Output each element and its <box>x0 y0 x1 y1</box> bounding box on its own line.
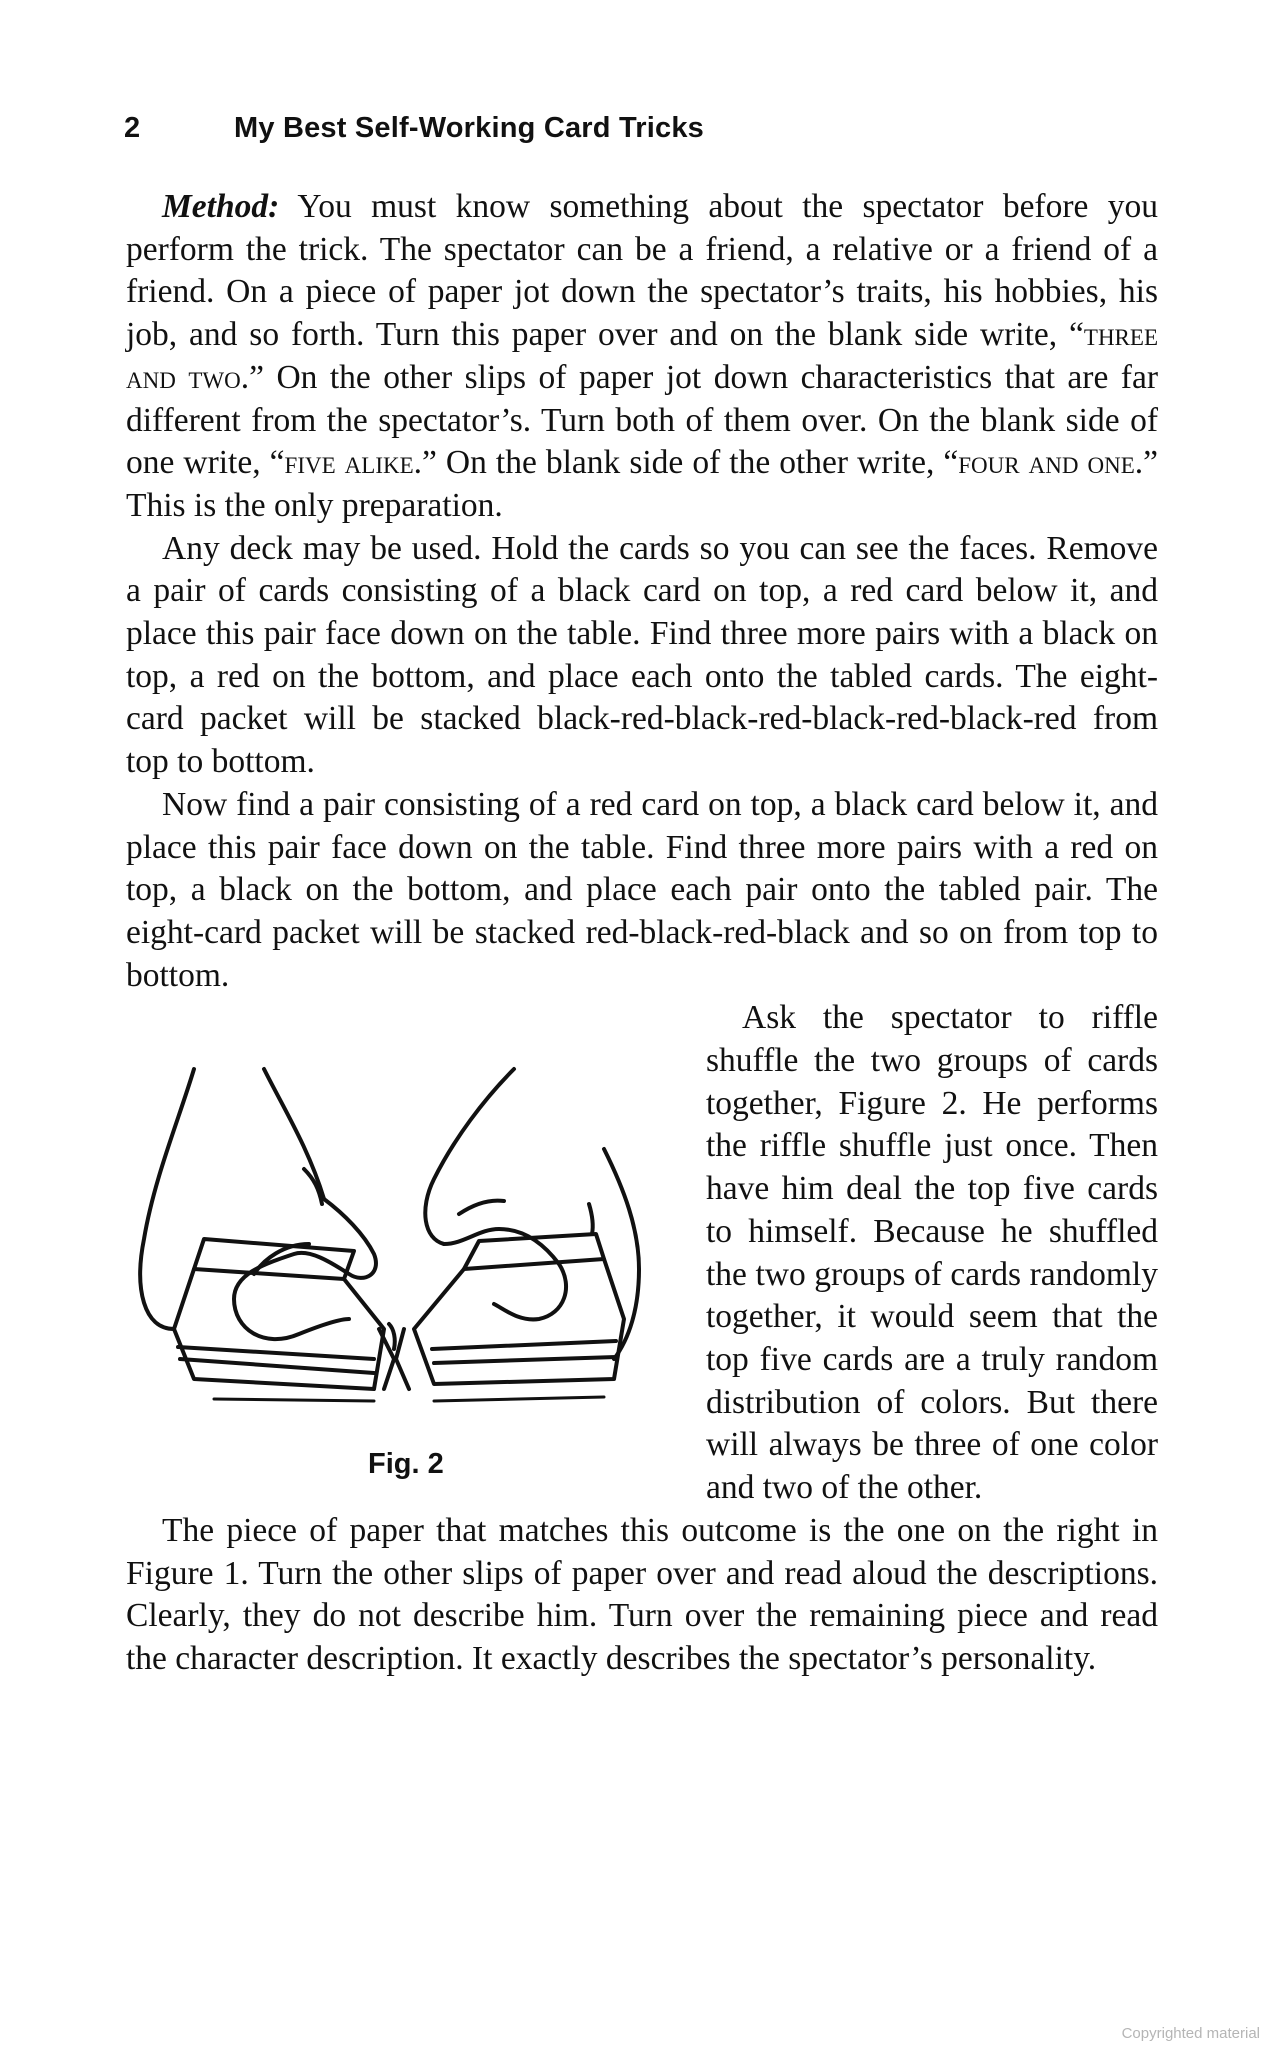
paragraph-text: .” This is the only preparation. <box>126 444 1159 524</box>
book-title: My Best Self-Working Card Tricks <box>234 112 704 144</box>
figure-caption: Fig. 2 <box>368 1448 444 1481</box>
small-caps-four-and-one: four and one <box>958 444 1135 482</box>
paragraph-shuffle: Ask the spectator to riffle shuffle the two groups of cards together, Figure 2. He performs the riffle shuffle just once. Then have him deal the top five cards to himself. Because he shuffled the two groups of cards randomly together, it would seem that the top five cards are a truly random distribution of colors. But there will always be three of one color and two of the other. <box>706 999 1158 1507</box>
riffle-shuffle-hands-illustration <box>134 1029 674 1429</box>
paragraph-text: .” On the other slips of paper jot down characteristics that are far different from the spectator’s. Turn both of them over. On the blank side of one write, “ <box>126 358 1158 482</box>
paragraph-method <box>126 186 1158 528</box>
body-text <box>126 186 1158 1681</box>
paragraph-text: You must know something about the spectator before you perform the trick. The spectator can be a friend, a relative or a friend of a friend. On a piece of paper jot down the spectator’s traits, his hobbies, his job, and so forth. Turn this paper over and on the blank side write, “ <box>126 188 1158 354</box>
page-number: 2 <box>124 112 141 144</box>
small-caps-five-alike: five alike <box>284 444 414 482</box>
small-caps-three-and-two: three and two <box>126 316 1158 396</box>
paragraph-deck: Any deck may be used. Hold the cards so you can see the faces. Remove a pair of cards consisting of a black card on top, a red card below it, and place this pair face down on the table. Find three more pairs with a black on top, a red on the bottom, and place each onto the tabled cards. The eight-card packet will be stacked black-red-black-red-black-red-black-red from top to bottom. <box>126 529 1158 781</box>
paragraph-text: .” On the blank side of the other write, “ <box>413 444 959 482</box>
paragraph-outcome: The piece of paper that matches this outcome is the one on the right in Figure 1. Turn the other slips of paper over and read aloud the descriptions. Clearly, they do not describe him. Turn over the remaining piece and read the character description. It exactly describes the spectator’s personality. <box>126 1511 1158 1677</box>
copyright-watermark: Copyrighted material <box>1121 2025 1260 2042</box>
running-head <box>124 112 704 145</box>
paragraph-red-black: Now find a pair consisting of a red card on top, a black card below it, and place this pair face down on the table. Find three more pairs with a red on top, a black on the bottom, and place each pair onto the tabled pair. The eight-card packet will be stacked red-black-red-black and so on from top to bottom. <box>126 785 1158 994</box>
figure-2 <box>124 997 692 1503</box>
method-lead: Method: <box>162 188 280 225</box>
